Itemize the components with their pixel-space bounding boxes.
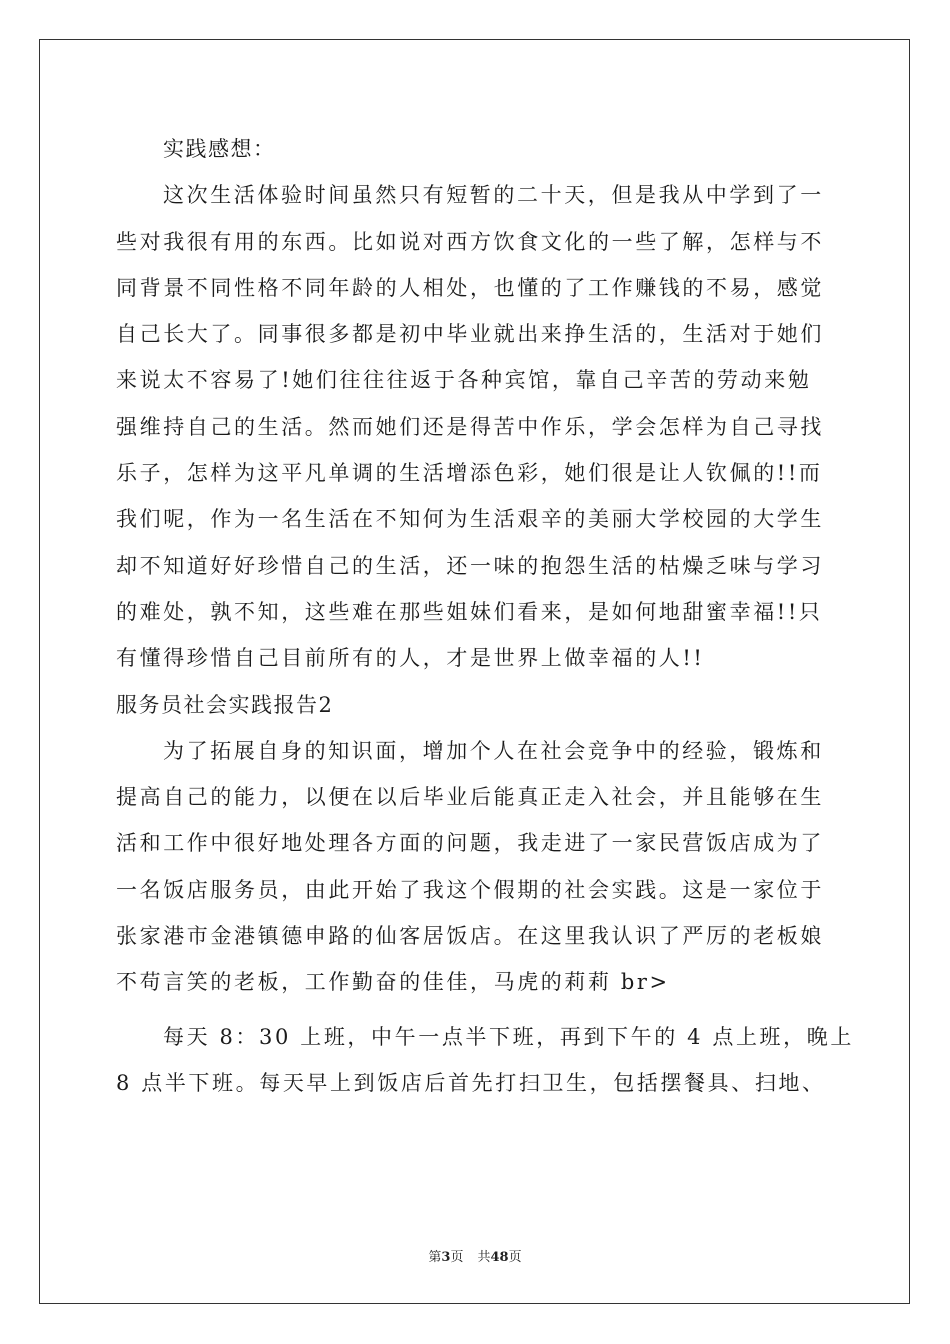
section-heading: 实践感想：	[163, 137, 276, 161]
paragraph-line: 每天 8：30 上班，中午一点半下班，再到下午的 4 点上班，晚上	[163, 1024, 854, 1049]
paragraph-line: 提高自己的能力，以便在以后毕业后能真正走入社会，并且能够在生	[116, 785, 824, 810]
paragraph-line: 却不知道好好珍惜自己的生活，还一味的抱怨生活的枯燥乏味与学习	[116, 553, 824, 578]
paragraph-line: 乐子，怎样为这平凡单调的生活增添色彩，她们很是让人钦佩的!!而	[116, 461, 823, 486]
paragraph-line: 同背景不同性格不同年龄的人相处，也懂的了工作赚钱的不易，感觉	[116, 275, 824, 300]
total-suffix: 页	[508, 1250, 522, 1265]
total-prefix: 共	[477, 1250, 491, 1265]
page-footer	[0, 1246, 950, 1265]
paragraph-line: 自己长大了。同事很多都是初中毕业就出来挣生活的，生活对于她们	[116, 322, 824, 347]
page-suffix: 页	[450, 1250, 464, 1265]
section-title: 服务员社会实践报告2	[116, 692, 334, 717]
paragraph-line: 张家港市金港镇德申路的仙客居饭店。在这里我认识了严厉的老板娘	[116, 924, 824, 949]
paragraph-line: 8 点半下班。每天早上到饭店后首先打扫卫生，包括摆餐具、扫地、	[116, 1070, 826, 1095]
paragraph-line: 活和工作中很好地处理各方面的问题，我走进了一家民营饭店成为了	[116, 831, 824, 856]
paragraph-line: 强维持自己的生活。然而她们还是得苦中作乐，学会怎样为自己寻找	[116, 414, 824, 439]
paragraph-line: 来说太不容易了!她们往往往返于各种宾馆，靠自己辛苦的劳动来勉	[116, 368, 812, 393]
page-prefix: 第	[428, 1250, 442, 1265]
total-page-count: 48	[490, 1250, 509, 1265]
paragraph-line: 这次生活体验时间虽然只有短暂的二十天，但是我从中学到了一	[163, 183, 824, 208]
paragraph-line: 的难处，孰不知，这些难在那些姐妹们看来，是如何地甜蜜幸福!!只	[116, 599, 823, 624]
paragraph-line: 一名饭店服务员，由此开始了我这个假期的社会实践。这是一家位于	[116, 877, 824, 902]
paragraph-line: 不苟言笑的老板，工作勤奋的佳佳，马虎的莉莉 br>	[116, 970, 670, 995]
current-page-number: 3	[441, 1250, 451, 1265]
paragraph-line: 有懂得珍惜自己目前所有的人，才是世界上做幸福的人!!	[116, 646, 705, 671]
document-body	[116, 126, 854, 1106]
paragraph-line: 我们呢，作为一名生活在不知何为生活艰辛的美丽大学校园的大学生	[116, 507, 824, 532]
paragraph-line: 为了拓展自身的知识面，增加个人在社会竞争中的经验，锻炼和	[163, 738, 824, 763]
paragraph-line: 些对我很有用的东西。比如说对西方饮食文化的一些了解，怎样与不	[116, 229, 824, 254]
